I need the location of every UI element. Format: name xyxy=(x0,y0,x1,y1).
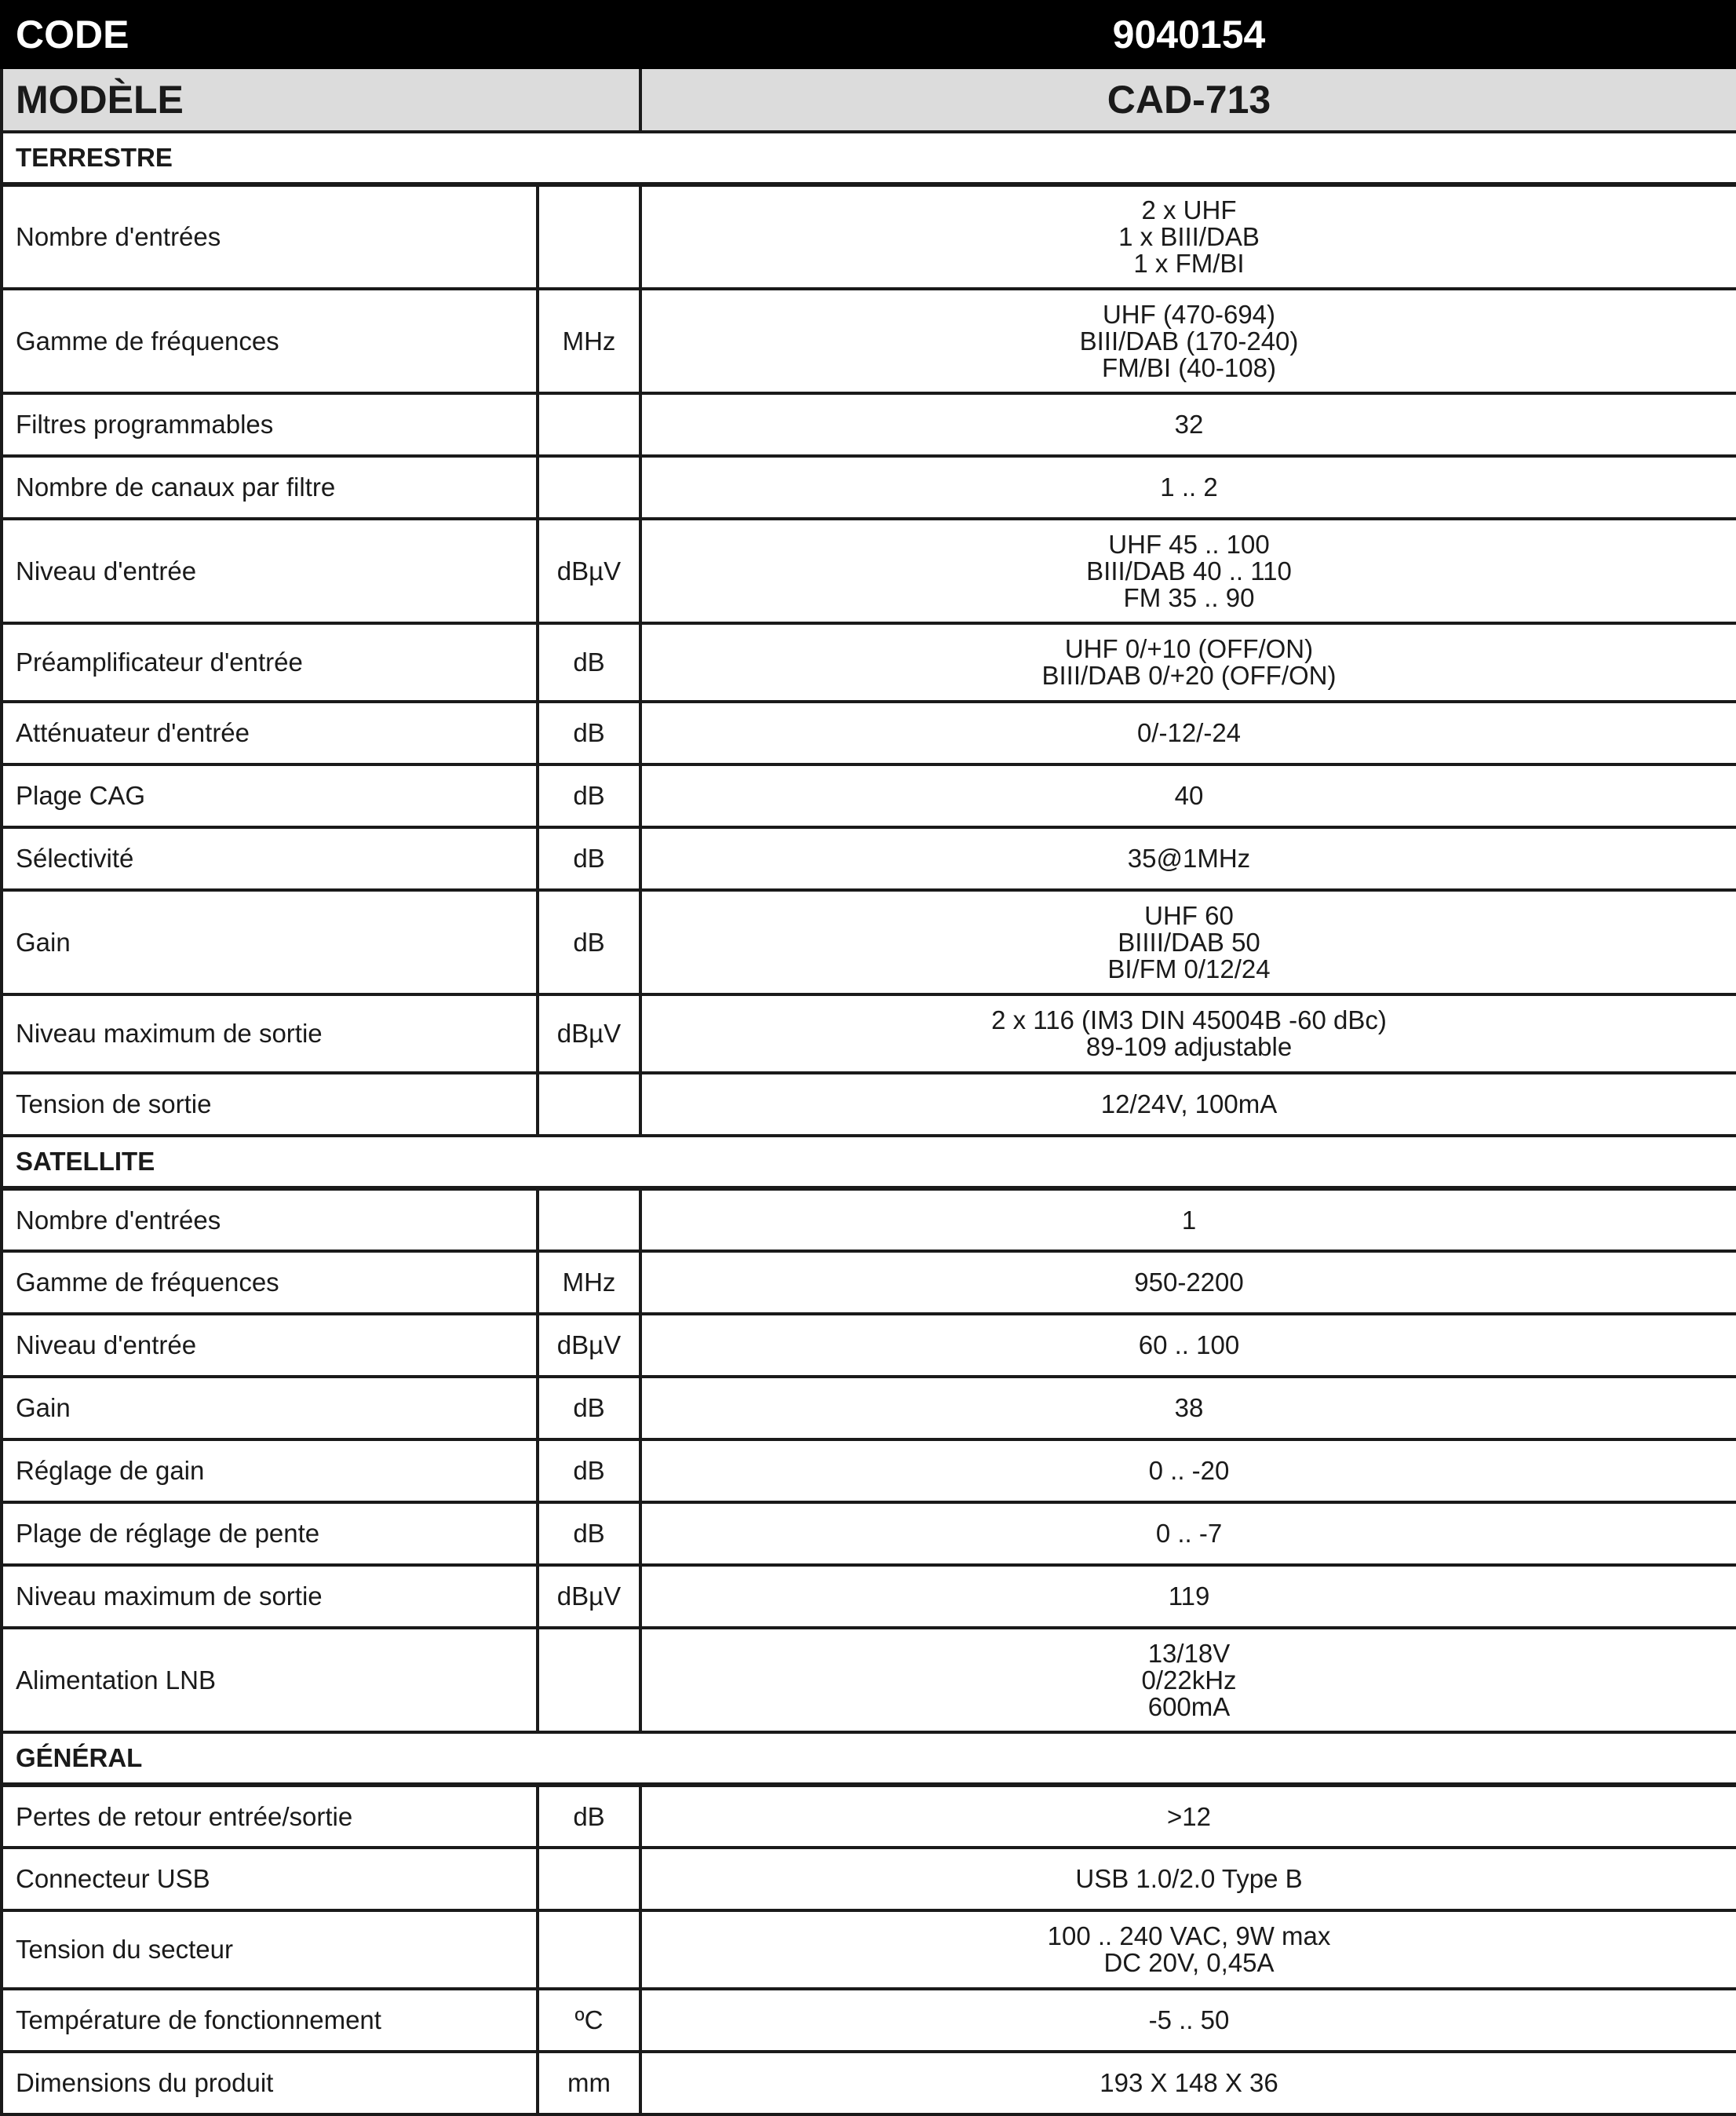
spec-row xyxy=(2,1628,1736,1732)
spec-label: Tension du secteur xyxy=(2,1910,538,1989)
spec-value-line: FM/BI (40-108) xyxy=(1102,352,1276,382)
spec-value xyxy=(640,1439,1736,1502)
spec-value-line: 950-2200 xyxy=(1134,1268,1244,1297)
spec-label: Plage CAG xyxy=(2,764,538,827)
spec-label: Gamme de fréquences xyxy=(2,1251,538,1314)
spec-value xyxy=(640,1502,1736,1565)
spec-row xyxy=(2,184,1736,289)
spec-label: Nombre de canaux par filtre xyxy=(2,456,538,519)
spec-value-line: UHF (470-694) xyxy=(1102,299,1276,329)
spec-value xyxy=(640,1848,1736,1910)
spec-unit xyxy=(538,1628,640,1732)
spec-unit: dBµV xyxy=(538,994,640,1073)
spec-label: Niveau d'entrée xyxy=(2,519,538,623)
spec-value xyxy=(640,623,1736,702)
spec-value-line: UHF 60 xyxy=(1144,900,1234,930)
spec-unit xyxy=(538,456,640,519)
spec-label: Atténuateur d'entrée xyxy=(2,702,538,764)
spec-row xyxy=(2,764,1736,827)
section-header xyxy=(2,132,1736,184)
spec-value-line: 1 x FM/BI xyxy=(1133,249,1245,278)
spec-value-line: 0/-12/-24 xyxy=(1136,718,1242,747)
spec-row xyxy=(2,827,1736,890)
spec-unit: dB xyxy=(538,702,640,764)
spec-value-line: UHF 0/+10 (OFF/ON) xyxy=(1064,634,1314,663)
spec-unit: dB xyxy=(538,1785,640,1848)
spec-row xyxy=(2,890,1736,994)
spec-value-line: BIIII/DAB 50 xyxy=(1118,927,1260,957)
spec-label: Température de fonctionnement xyxy=(2,1989,538,2052)
spec-value xyxy=(640,702,1736,764)
spec-label: Gain xyxy=(2,890,538,994)
spec-row xyxy=(2,1785,1736,1848)
spec-label: Plage de réglage de pente xyxy=(2,1502,538,1565)
spec-unit: dB xyxy=(538,827,640,890)
spec-value-line: 2 x UHF xyxy=(1141,195,1237,224)
spec-value-line: 600mA xyxy=(1147,1691,1231,1721)
spec-value-line: 38 xyxy=(1174,1393,1204,1422)
spec-unit xyxy=(538,184,640,289)
spec-row xyxy=(2,702,1736,764)
spec-value-line: 100 .. 240 VAC, 9W max xyxy=(1047,1921,1331,1950)
model-value: CAD-713 xyxy=(640,67,1736,132)
spec-row xyxy=(2,519,1736,623)
spec-row xyxy=(2,1251,1736,1314)
spec-value xyxy=(640,456,1736,519)
spec-value-line: FM 35 .. 90 xyxy=(1123,582,1255,612)
section-header xyxy=(2,1732,1736,1785)
spec-value-line: BIII/DAB 0/+20 (OFF/ON) xyxy=(1041,661,1337,690)
section-title: GÉNÉRAL xyxy=(2,1732,1736,1785)
spec-label: Nombre d'entrées xyxy=(2,184,538,289)
spec-unit: dBµV xyxy=(538,1565,640,1628)
spec-label: Niveau maximum de sortie xyxy=(2,1565,538,1628)
spec-value-line: 60 .. 100 xyxy=(1138,1330,1240,1359)
spec-value xyxy=(640,827,1736,890)
spec-value xyxy=(640,1314,1736,1377)
spec-unit: dBµV xyxy=(538,1314,640,1377)
spec-value-line: >12 xyxy=(1167,1801,1211,1831)
spec-label: Sélectivité xyxy=(2,827,538,890)
spec-value-line: 119 xyxy=(1168,1582,1210,1611)
spec-value xyxy=(640,1565,1736,1628)
spec-label: Réglage de gain xyxy=(2,1439,538,1502)
spec-label: Préamplificateur d'entrée xyxy=(2,623,538,702)
spec-label: Filtres programmables xyxy=(2,393,538,456)
spec-label: Nombre d'entrées xyxy=(2,1188,538,1251)
spec-table-body xyxy=(2,2,1736,2114)
spec-value xyxy=(640,1785,1736,1848)
spec-value-line: 0 .. -20 xyxy=(1148,1456,1230,1485)
spec-unit: dB xyxy=(538,890,640,994)
spec-value-line: 0 .. -7 xyxy=(1155,1519,1223,1548)
spec-label: Alimentation LNB xyxy=(2,1628,538,1732)
spec-value-line: BIII/DAB (170-240) xyxy=(1079,326,1299,356)
spec-value-line: 1 .. 2 xyxy=(1160,472,1218,502)
spec-unit: dB xyxy=(538,623,640,702)
code-value: 9040154 xyxy=(640,2,1736,67)
spec-value xyxy=(640,1910,1736,1989)
spec-unit: ºC xyxy=(538,1989,640,2052)
spec-unit: dB xyxy=(538,1502,640,1565)
spec-row xyxy=(2,289,1736,393)
section-header xyxy=(2,1136,1736,1188)
spec-unit xyxy=(538,393,640,456)
spec-label: Niveau maximum de sortie xyxy=(2,994,538,1073)
spec-value xyxy=(640,289,1736,393)
model-label: MODÈLE xyxy=(2,67,640,132)
spec-value xyxy=(640,184,1736,289)
spec-unit xyxy=(538,1910,640,1989)
spec-row xyxy=(2,1989,1736,2052)
spec-unit: dB xyxy=(538,764,640,827)
spec-row xyxy=(2,1439,1736,1502)
spec-value xyxy=(640,2052,1736,2114)
spec-unit xyxy=(538,1073,640,1136)
spec-value-line: DC 20V, 0,45A xyxy=(1103,1948,1275,1977)
spec-unit: mm xyxy=(538,2052,640,2114)
spec-value xyxy=(640,519,1736,623)
spec-value xyxy=(640,393,1736,456)
spec-value xyxy=(640,1628,1736,1732)
spec-value-line: -5 .. 50 xyxy=(1148,2005,1230,2034)
spec-value xyxy=(640,764,1736,827)
spec-value-line: 89-109 adjustable xyxy=(1085,1032,1293,1061)
spec-value-line: 32 xyxy=(1174,410,1204,439)
spec-label: Gamme de fréquences xyxy=(2,289,538,393)
section-title: SATELLITE xyxy=(2,1136,1736,1188)
spec-value xyxy=(640,1989,1736,2052)
spec-unit xyxy=(538,1188,640,1251)
spec-value-line: 13/18V xyxy=(1147,1638,1231,1668)
spec-value-line: 193 X 148 X 36 xyxy=(1100,2068,1278,2097)
spec-row xyxy=(2,1502,1736,1565)
spec-value-line: BI/FM 0/12/24 xyxy=(1107,954,1271,983)
spec-unit: dB xyxy=(538,1377,640,1439)
spec-row xyxy=(2,1314,1736,1377)
section-title: TERRESTRE xyxy=(2,132,1736,184)
spec-row xyxy=(2,2052,1736,2114)
spec-row xyxy=(2,1073,1736,1136)
spec-value xyxy=(640,1073,1736,1136)
spec-value xyxy=(640,890,1736,994)
spec-value-line: BIII/DAB 40 .. 110 xyxy=(1086,556,1292,586)
model-row xyxy=(2,67,1736,132)
spec-unit xyxy=(538,1848,640,1910)
spec-unit: MHz xyxy=(538,1251,640,1314)
spec-label: Pertes de retour entrée/sortie xyxy=(2,1785,538,1848)
spec-value-line: 1 xyxy=(1181,1205,1197,1235)
spec-value xyxy=(640,1251,1736,1314)
spec-label: Niveau d'entrée xyxy=(2,1314,538,1377)
spec-row xyxy=(2,1910,1736,1989)
spec-row xyxy=(2,1188,1736,1251)
spec-unit: dBµV xyxy=(538,519,640,623)
spec-label: Dimensions du produit xyxy=(2,2052,538,2114)
spec-label: Gain xyxy=(2,1377,538,1439)
spec-value-line: USB 1.0/2.0 Type B xyxy=(1075,1864,1303,1893)
spec-row xyxy=(2,456,1736,519)
code-row xyxy=(2,2,1736,67)
spec-row xyxy=(2,1377,1736,1439)
code-label: CODE xyxy=(2,2,640,67)
spec-value xyxy=(640,994,1736,1073)
spec-value-line: 2 x 116 (IM3 DIN 45004B -60 dBc) xyxy=(991,1005,1387,1034)
spec-label: Tension de sortie xyxy=(2,1073,538,1136)
spec-row xyxy=(2,393,1736,456)
spec-unit: MHz xyxy=(538,289,640,393)
spec-value-line: 12/24V, 100mA xyxy=(1100,1089,1278,1118)
spec-value-line: 0/22kHz xyxy=(1141,1665,1237,1695)
spec-row xyxy=(2,1565,1736,1628)
spec-value-line: 35@1MHz xyxy=(1127,844,1251,873)
spec-value xyxy=(640,1377,1736,1439)
spec-unit: dB xyxy=(538,1439,640,1502)
spec-value-line: UHF 45 .. 100 xyxy=(1108,529,1270,559)
spec-label: Connecteur USB xyxy=(2,1848,538,1910)
spec-value xyxy=(640,1188,1736,1251)
spec-row xyxy=(2,623,1736,702)
spec-row xyxy=(2,1848,1736,1910)
spec-value-line: 1 x BIII/DAB xyxy=(1118,222,1260,251)
spec-value-line: 40 xyxy=(1174,781,1204,810)
spec-row xyxy=(2,994,1736,1073)
